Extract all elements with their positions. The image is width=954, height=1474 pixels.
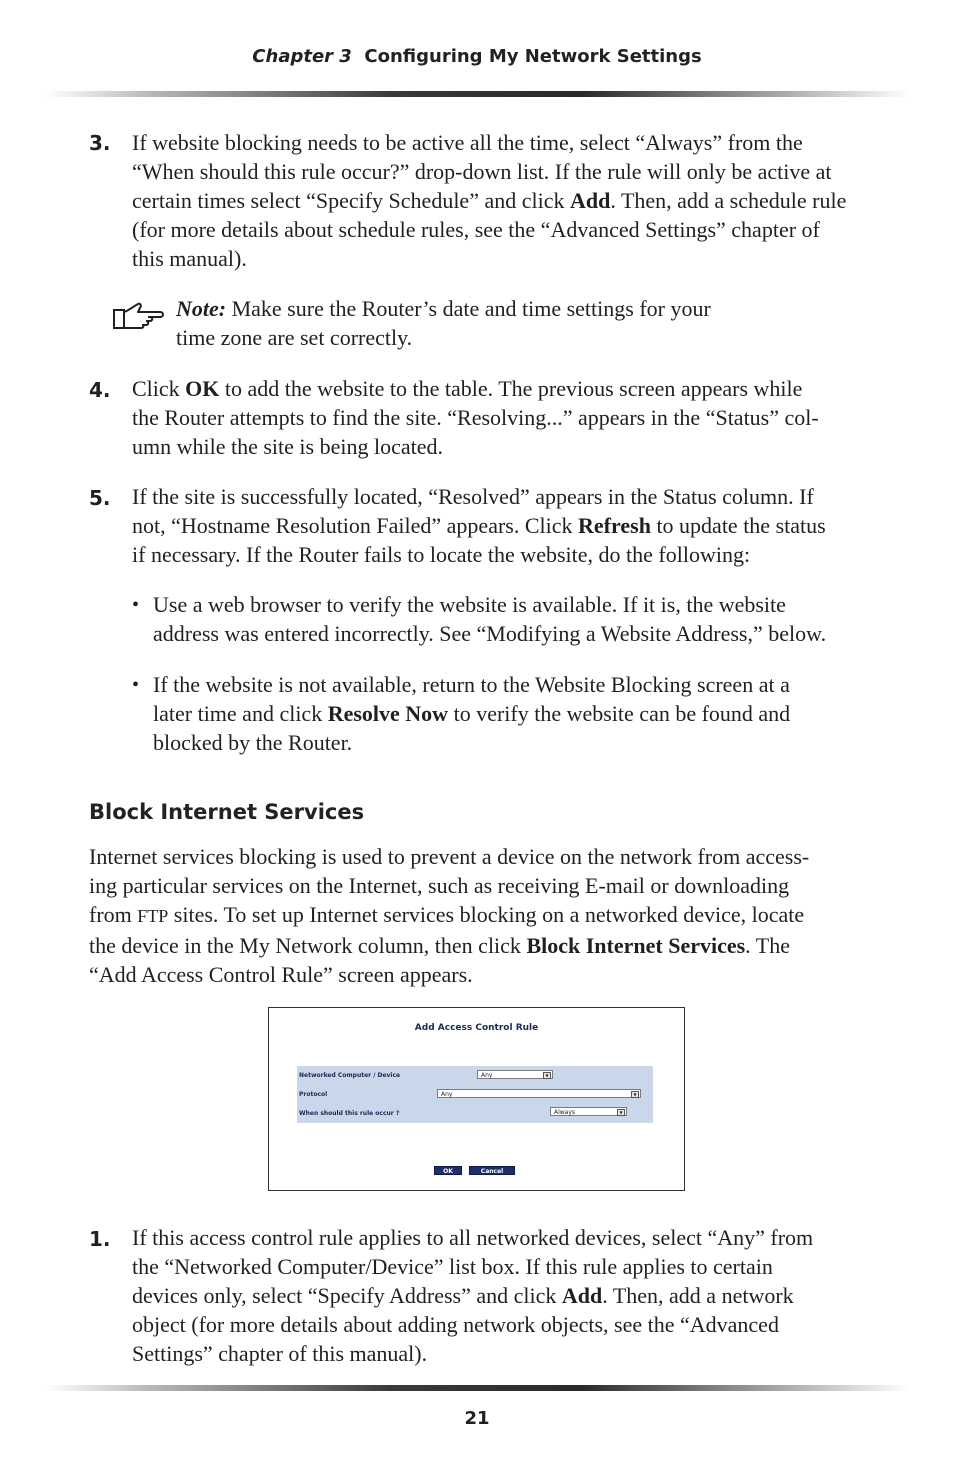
step-1-line: object (for more details about adding network objects, see the “Advanced — [132, 1312, 779, 1337]
step-3-line: If website blocking needs to be active all the time, select “Always” from the — [132, 130, 803, 155]
bullet-dot: • — [132, 594, 140, 616]
bullet-2-line: If the website is not available, return to the Website Blocking screen at a — [153, 672, 790, 697]
ok-keyword: OK — [185, 376, 220, 401]
bullet-2-text — [153, 670, 790, 757]
section-line: “Add Access Control Rule” screen appears. — [89, 962, 473, 987]
step-4-line: umn while the site is being located. — [132, 434, 443, 459]
section-line: Internet services blocking is used to prevent a device on the network from access- — [89, 844, 810, 869]
figure-title: Add Access Control Rule — [414, 1023, 539, 1033]
chevron-down-icon: ▼ — [617, 1109, 625, 1116]
running-header — [0, 46, 954, 67]
step-3-line: certain times select “Specify Schedule” and click Add. Then, add a schedule rule — [132, 188, 847, 213]
bullet-1-line: address was entered incorrectly. See “Modifying a Website Address,” below. — [153, 621, 827, 646]
step-3-number: 3. — [89, 131, 111, 155]
cancel-button[interactable]: Cancel — [469, 1166, 515, 1175]
section-line: the device in the My Network column, then click Block Internet Services. The — [89, 933, 790, 958]
step-3-line: (for more details about schedule rules, see the “Advanced Settings” chapter of — [132, 217, 820, 242]
chevron-down-icon: ▼ — [543, 1072, 551, 1079]
step-5-line: not, “Hostname Resolution Failed” appears. Click Refresh to update the status — [132, 513, 826, 538]
networked-device-select[interactable]: Any ▼ — [477, 1070, 553, 1079]
chapter-title: Configuring My Network Settings — [364, 46, 702, 67]
note-label: Note: — [176, 296, 227, 321]
bullet-1-line: Use a web browser to verify the website is available. If it is, the website — [153, 592, 786, 617]
add-access-control-rule-screenshot — [268, 1007, 685, 1191]
chapter-label: Chapter 3 — [252, 46, 352, 67]
step-1-text — [132, 1223, 813, 1368]
pointing-hand-icon — [112, 300, 168, 332]
step-4-number: 4. — [89, 378, 111, 402]
bullet-1-text — [153, 590, 826, 648]
step-1-number: 1. — [89, 1227, 111, 1251]
ok-button[interactable]: OK — [434, 1166, 462, 1175]
step-5-line: if necessary. If the Router fails to locate the website, do the following: — [132, 542, 751, 567]
page-number: 21 — [464, 1408, 490, 1429]
step-5-text — [132, 482, 826, 569]
step-3-line: this manual). — [132, 246, 247, 271]
bullet-dot: • — [132, 674, 140, 696]
step-5-number: 5. — [89, 486, 111, 510]
note-line: time zone are set correctly. — [176, 325, 413, 350]
step-4-line: Click OK to add the website to the table. The previous screen appears while — [132, 376, 803, 401]
step-1-line: the “Networked Computer/Device” list box. If this rule applies to certain — [132, 1254, 773, 1279]
step-3-text — [132, 128, 846, 273]
step-5-line: If the site is successfully located, “Resolved” appears in the Status column. If — [132, 484, 814, 509]
step-4-text — [132, 374, 819, 461]
section-heading: Block Internet Services — [89, 800, 365, 824]
block-internet-services-keyword: Block Internet Services — [526, 933, 746, 958]
section-body — [89, 842, 809, 989]
add-keyword: Add — [561, 1283, 603, 1308]
note-line: Note: Make sure the Router’s date and time settings for your — [176, 296, 711, 321]
add-keyword: Add — [569, 188, 611, 213]
footer-divider — [45, 1385, 910, 1391]
rule-occurrence-label: When should this rule occur ? — [299, 1110, 400, 1117]
ftp-acronym: FTP — [137, 906, 169, 926]
bullet-2-line: blocked by the Router. — [153, 730, 353, 755]
refresh-keyword: Refresh — [578, 513, 651, 538]
section-line: ing particular services on the Internet, such as receiving E-mail or downloading — [89, 873, 790, 898]
note-text — [176, 294, 711, 352]
step-4-line: the Router attempts to find the site. “Resolving...” appears in the “Status” col- — [132, 405, 819, 430]
rule-occurrence-select[interactable]: Always ▼ — [550, 1107, 627, 1116]
step-3-line: “When should this rule occur?” drop-down list. If the rule will only be active at — [132, 159, 832, 184]
step-1-line: devices only, select “Specify Address” and click Add. Then, add a network — [132, 1283, 794, 1308]
section-line: from FTP sites. To set up Internet services blocking on a networked device, locate — [89, 902, 805, 927]
networked-device-label: Networked Computer / Device — [299, 1072, 401, 1079]
step-1-line: Settings” chapter of this manual). — [132, 1341, 428, 1366]
protocol-label: Protocol — [299, 1091, 328, 1098]
resolve-now-keyword: Resolve Now — [327, 701, 449, 726]
protocol-select[interactable]: Any ▼ — [437, 1089, 641, 1098]
chevron-down-icon: ▼ — [631, 1091, 639, 1098]
bullet-2-line: later time and click Resolve Now to verify the website can be found and — [153, 701, 791, 726]
step-1-line: If this access control rule applies to all networked devices, select “Any” from — [132, 1225, 814, 1250]
header-divider — [45, 91, 910, 97]
